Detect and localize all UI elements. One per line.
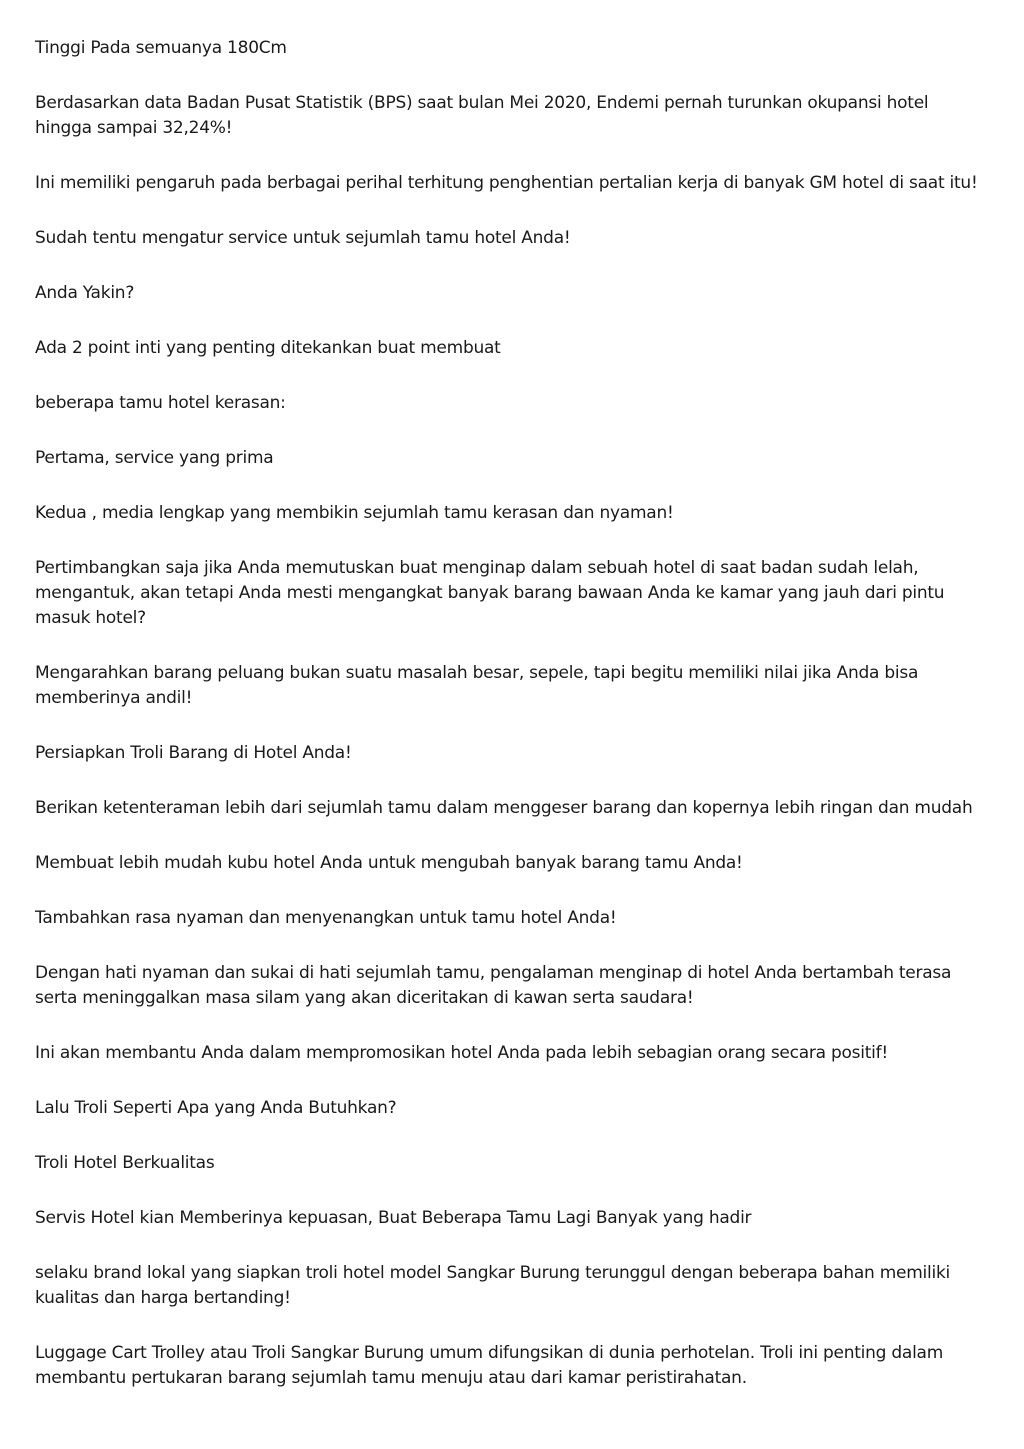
paragraph-luggage-matter: Mengarahkan barang peluang bukan suatu masalah besar, sepele, tapi begitu memiliki nilai jika Anda bisa memberinya andil! xyxy=(35,663,919,708)
paragraph-experience: Dengan hati nyaman dan sukai di hati sejumlah tamu, pengalaman menginap di hotel Anda bertambah terasa serta meninggalkan masa silam yang akan diceritakan di kawan serta saudara! xyxy=(35,963,952,1008)
paragraph-two-points: Ada 2 point inti yang penting ditekankan buat membuat xyxy=(35,338,501,358)
paragraph-impact: Ini memiliki pengaruh pada berbagai perihal terhitung penghentian pertalian kerja di banyak GM hotel di saat itu! xyxy=(35,173,978,193)
paragraph-guests-comfort: beberapa tamu hotel kerasan: xyxy=(35,393,286,413)
paragraph-quality-trolley: Troli Hotel Berkualitas xyxy=(35,1153,215,1173)
paragraph-bps-statistic: Berdasarkan data Badan Pusat Statistik (BPS) saat bulan Mei 2020, Endemi pernah turunkan okupansi hotel hingga sampai 32,24%! xyxy=(35,93,929,138)
paragraph-height-info: Tinggi Pada semuanya 180Cm xyxy=(35,38,287,58)
paragraph-question: Anda Yakin? xyxy=(35,283,135,303)
paragraph-comfort-more: Berikan ketenteraman lebih dari sejumlah tamu dalam menggeser barang dan kopernya lebih ringan dan mudah xyxy=(35,798,973,818)
paragraph-first-point: Pertama, service yang prima xyxy=(35,448,274,468)
paragraph-which-trolley: Lalu Troli Seperti Apa yang Anda Butuhkan? xyxy=(35,1098,397,1118)
paragraph-consider: Pertimbangkan saja jika Anda memutuskan buat menginap dalam sebuah hotel di saat badan sudah lelah, mengantuk, akan tetapi Anda mesti mengangkat banyak barang bawaan Anda ke kamar yang jauh dari pintu masuk hotel? xyxy=(35,558,945,628)
paragraph-second-point: Kedua , media lengkap yang membikin sejumlah tamu kerasan dan nyaman! xyxy=(35,503,674,523)
paragraph-easier: Membuat lebih mudah kubu hotel Anda untuk mengubah banyak barang tamu Anda! xyxy=(35,853,743,873)
paragraph-prepare-trolley: Persiapkan Troli Barang di Hotel Anda! xyxy=(35,743,352,763)
paragraph-hotel-service: Servis Hotel kian Memberinya kepuasan, Buat Beberapa Tamu Lagi Banyak yang hadir xyxy=(35,1208,752,1228)
paragraph-service: Sudah tentu mengatur service untuk sejumlah tamu hotel Anda! xyxy=(35,228,571,248)
paragraph-local-brand: selaku brand lokal yang siapkan troli hotel model Sangkar Burung terunggul dengan beberapa bahan memiliki kualitas dan harga bertanding! xyxy=(35,1263,951,1308)
paragraph-promotion: Ini akan membantu Anda dalam mempromosikan hotel Anda pada lebih sebagian orang secara positif! xyxy=(35,1043,888,1063)
paragraph-add-comfort: Tambahkan rasa nyaman dan menyenangkan untuk tamu hotel Anda! xyxy=(35,908,617,928)
paragraph-luggage-cart: Luggage Cart Trolley atau Troli Sangkar Burung umum difungsikan di dunia perhotelan. Troli ini penting dalam membantu pertukaran barang sejumlah tamu menuju atau dari kamar peristirahatan. xyxy=(35,1343,944,1388)
